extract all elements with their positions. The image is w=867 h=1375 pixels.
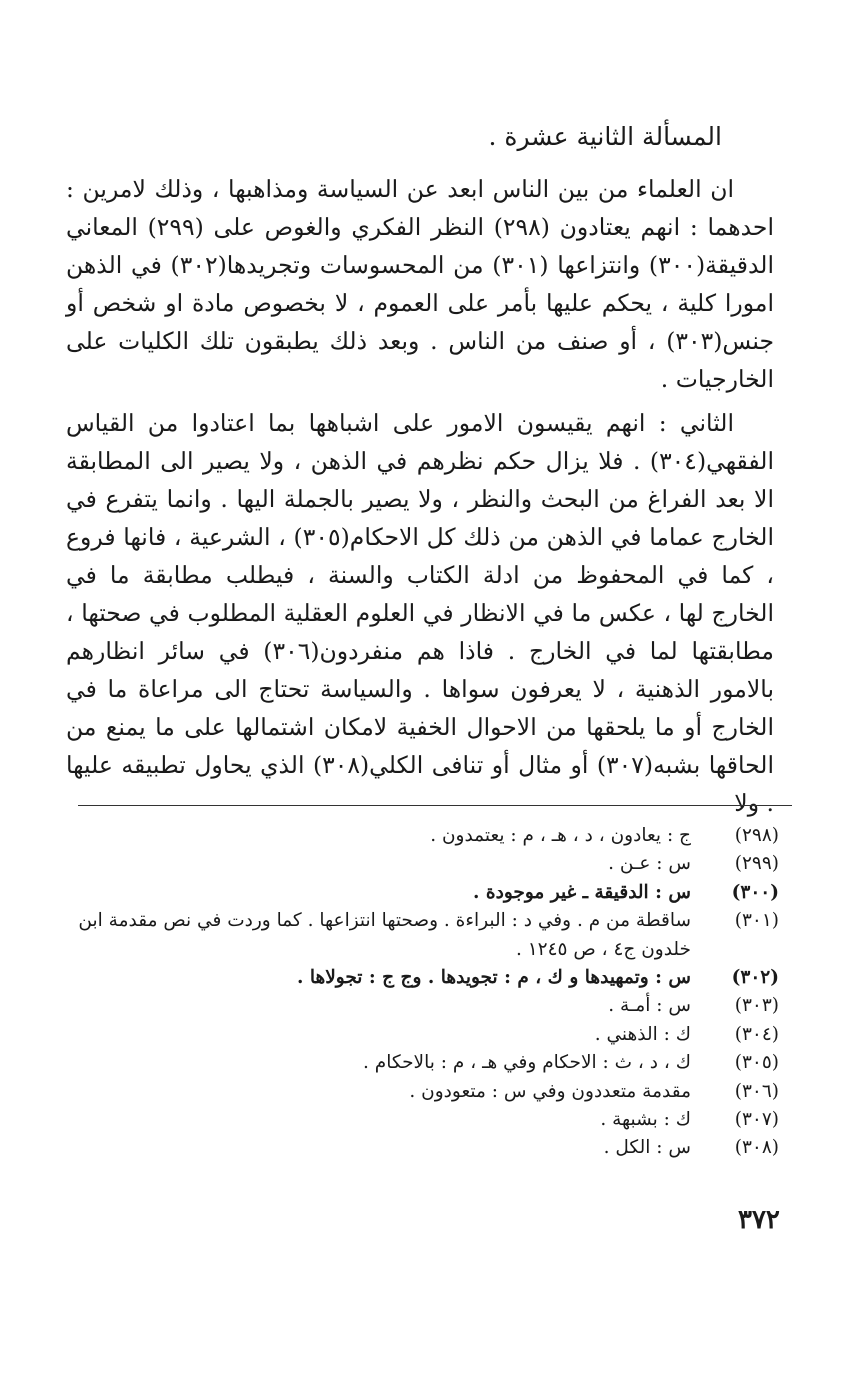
footnote-item bbox=[67, 992, 779, 1020]
footnote-item bbox=[67, 879, 779, 907]
footnote-number: (٣٠٥) bbox=[734, 1052, 779, 1074]
section-heading: المسألة الثانية عشرة . bbox=[488, 122, 722, 151]
footnote-text: ساقطة من م . وفي د : البراءة . وصحتها انتزاعها . كما وردت في نص مقدمة ابن خلدون ج٤ ، ص ١٢٤٥ . bbox=[78, 910, 691, 960]
footnote-item bbox=[67, 1134, 779, 1162]
footnote-text: س : أمـة . bbox=[608, 995, 691, 1017]
footnote-text: س : الدقيقة ـ غير موجودة . bbox=[473, 881, 691, 903]
footnote-text: س : عـن . bbox=[608, 853, 691, 875]
footnote-number: (٣٠٠) bbox=[731, 881, 779, 903]
footnote-text: س : الكل . bbox=[603, 1137, 691, 1159]
footnote-text: ك ، د ، ث : الاحكام وفي هـ ، م : بالاحكام . bbox=[363, 1052, 691, 1074]
page-number: ٣٧٢ bbox=[738, 1205, 780, 1235]
footnote-text: ك : الذهني . bbox=[594, 1023, 691, 1045]
footnote-item bbox=[67, 822, 779, 850]
footnote-text: ك : بشبهة . bbox=[600, 1109, 691, 1131]
footnote-item bbox=[67, 1021, 779, 1049]
footnote-text: س : وتمهيدها و ك ، م : تجويدها . وج ج : تجولاها . bbox=[296, 967, 691, 989]
footnote-item bbox=[67, 1078, 779, 1106]
body-text bbox=[66, 170, 774, 822]
footnote-item bbox=[67, 964, 779, 992]
footnote-number: (٢٩٩) bbox=[734, 853, 779, 875]
footnote-number: (٣٠٨) bbox=[734, 1137, 779, 1159]
footnote-item bbox=[67, 850, 779, 878]
paragraph-first: ان العلماء من بين الناس ابعد عن السياسة ومذاهبها ، وذلك لامرين : احدهما : انهم يعتادون (٢٩٨) النظر الفكري والغوص على (٢٩٩) المعاني الدقيقة(٣٠٠) وانتزاعها (٣٠١) من المحسوسات وتجريدها(٣٠٢) في الذهن امورا كلية ، يحكم عليها بأمر على العموم ، لا بخصوص مادة او شخص أو جنس(٣٠٣) ، أو صنف من الناس . وبعد ذلك يطبقون تلك الكليات على الخارجيات . bbox=[66, 175, 774, 393]
footnote-number: (٣٠٧) bbox=[734, 1109, 779, 1131]
footnote-number: (٣٠٣) bbox=[734, 995, 779, 1017]
footnotes bbox=[67, 822, 779, 1163]
footnote-number: (٣٠٢) bbox=[731, 967, 779, 989]
footnote-text: مقدمة متعددون وفي س : متعودون . bbox=[409, 1080, 691, 1102]
footnote-item bbox=[67, 1106, 779, 1134]
footnote-item bbox=[67, 1049, 779, 1077]
footnote-divider bbox=[78, 805, 792, 806]
footnote-item bbox=[67, 907, 779, 964]
footnote-number: (٢٩٨) bbox=[734, 825, 779, 846]
footnote-number: (٣٠٦) bbox=[734, 1080, 779, 1102]
footnote-text: ج : يعادون ، د ، هـ ، م : يعتمدون . bbox=[430, 825, 691, 846]
footnote-number: (٣٠٤) bbox=[734, 1023, 779, 1045]
footnote-number: (٣٠١) bbox=[734, 910, 779, 932]
paragraph-second: الثاني : انهم يقيسون الامور على اشباهها بما اعتادوا من القياس الفقهي(٣٠٤) . فلا يزال حكم نظرهم في الذهن ، ولا يصير الى المطابقة الا بعد الفراغ من البحث والنظر ، ولا يصير بالجملة اليها . وانما يتفرع في الخارج عماما في الذهن من ذلك كل الاحكام(٣٠٥) ، الشرعية ، فانها فروع ، كما في المحفوظ من ادلة الكتاب والسنة ، فيطلب مطابقة ما في الخارج لها ، عكس ما في الانظار في العلوم العقلية المطلوب في صحتها ، مطابقتها لما في الخارج . فاذا هم منفردون(٣٠٦) في سائر انظارهم بالامور الذهنية ، لا يعرفون سواها . والسياسة تحتاج الى مراعاة ما في الخارج أو ما يلحقها من الاحوال الخفية لامكان اشتمالها على ما يمنع من الحاقها بشبه(٣٠٧) أو مثال أو تنافى الكلي(٣٠٨) الذي يحاول تطبيقه عليها . ولا bbox=[66, 409, 774, 817]
